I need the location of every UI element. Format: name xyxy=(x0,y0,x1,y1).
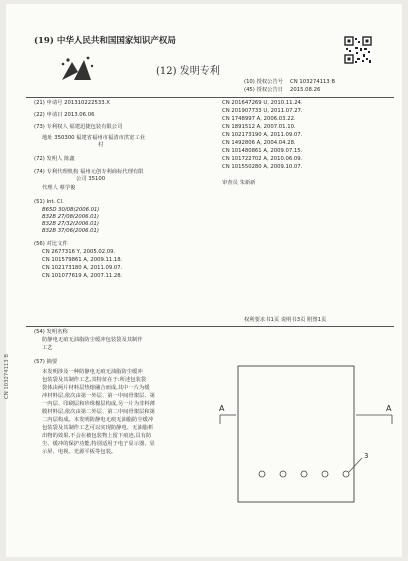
int-cl-label: (51) Int. Cl. xyxy=(34,199,64,205)
references-label: (56) 对比文件 xyxy=(34,241,68,247)
reference-item: CN 101480861 A, 2009.07.15. xyxy=(222,148,303,154)
grant-date-label: (45) 授权公告日 xyxy=(244,87,284,93)
reference-item: CN 1748997 A, 2006.03.22. xyxy=(222,116,296,122)
abstract-line: 冲材料层,依次由第一外层、第一中间骨架层、第 xyxy=(42,393,155,399)
abstract-line: 袋体由两片材料层热熔融合而成,其中一片为缓 xyxy=(42,385,150,391)
title-label: (54) 发明名称 xyxy=(34,329,68,335)
application-date: (22) 申请日 2013.06.06 xyxy=(34,112,95,118)
patentee: (73) 专利权人 福建迅捷包装有限公司 xyxy=(34,124,123,130)
abstract-line: 二内层构成。本发明防静电无痕无油脂防尘缓冲 xyxy=(42,417,154,423)
grant-number: CN 103274113 B xyxy=(290,79,335,85)
agency-line-1: (74) 专利代理机构 福州元创专利商标代理有限 xyxy=(34,169,144,175)
reference-item: CN 1492806 A, 2004.04.28. xyxy=(222,140,296,146)
reference-item: CN 201907733 U, 2011.07.27. xyxy=(222,108,303,114)
inventor: (72) 发明人 陈鑫 xyxy=(34,156,75,162)
header-rule xyxy=(26,97,394,98)
abstract-label: (57) 摘要 xyxy=(34,359,58,365)
abstract-figure xyxy=(216,360,396,510)
abstract-line: 包装袋及其制作工艺可以实现防静电、无油脂析 xyxy=(42,425,154,431)
ipc-class: B65D 30/08(2006.01) xyxy=(42,207,100,213)
qr-code xyxy=(344,36,372,64)
callout-number: 3 xyxy=(364,452,369,460)
reference-item: CN 102173180 A, 2011.09.07. xyxy=(42,265,123,271)
ipc-class: B32B 27/32(2006.01) xyxy=(42,221,99,227)
reference-item: CN 101722702 A, 2010.06.09. xyxy=(222,156,303,162)
section-label-left: A xyxy=(219,404,225,413)
abstract-line: 膜材料层,依次由第二外层、第二中间骨架层和第 xyxy=(42,409,155,415)
invention-title-cont: 工艺 xyxy=(42,345,53,351)
examiner: 审查员 朱新新 xyxy=(222,180,256,186)
abstract-line: 出物的效果,不会在被包装物上留下痕迹,具有防 xyxy=(42,433,152,439)
abstract-line: 一内层、印刷层和珍珠棉层构成,另一片为非料薄 xyxy=(42,401,155,407)
ipc-class: B32B 27/08(2006.01) xyxy=(42,214,99,220)
reference-item: CN 101550280 A, 2009.10.07. xyxy=(222,164,303,170)
reference-item: CN 201647269 U, 2010.11.24. xyxy=(222,100,303,106)
patent-page xyxy=(6,4,402,557)
reference-item: CN 102173190 A, 2011.09.07. xyxy=(222,132,303,138)
grant-date: 2015.08.26 xyxy=(290,87,321,93)
reference-item: CN 2677316 Y, 2005.02.09. xyxy=(42,249,116,255)
abstract-line: 尘、缓冲的保护功能,特别适用于电子显示器、显 xyxy=(42,441,155,447)
section-rule xyxy=(26,326,394,327)
agent: 代理人 蔡学俊 xyxy=(42,185,76,191)
abstract-body xyxy=(42,368,155,456)
abstract-line: 示屏、电视、光源平板等包装。 xyxy=(42,449,117,455)
reference-item: CN 101579861 A, 2009.11.18. xyxy=(42,257,123,263)
claims-info: 权利要求书1页 说明书3页 附图1页 xyxy=(244,317,327,323)
application-number: (21) 申请号 201310222533.X xyxy=(34,100,110,106)
side-patent-code: CN 103274113 B xyxy=(4,354,10,399)
cnipa-logo xyxy=(58,54,96,86)
grant-number-label: (10) 授权公告号 xyxy=(244,79,284,85)
document-type: (12) 发明专利 xyxy=(156,66,220,77)
reference-item: CN 101077619 A, 2007.11.28. xyxy=(42,273,123,279)
invention-title: 防静电无痕无油脂防尘缓冲包装袋及其制作 xyxy=(42,337,143,343)
abstract-line: 包装袋及其制作工艺,其特征在于:所述包装袋 xyxy=(42,377,147,383)
section-label-right: A xyxy=(386,404,392,413)
office-name: (19) 中华人民共和国国家知识产权局 xyxy=(34,36,176,46)
ipc-class: B32B 37/06(2006.01) xyxy=(42,228,99,234)
agency-line-2: 公司 35100 xyxy=(76,176,106,182)
address-line-1: 地址 350300 福建省福州市福清市洪宽工业 xyxy=(42,135,146,141)
abstract-line: 本发明涉及一种防静电无痕无油脂防尘缓冲 xyxy=(42,369,143,375)
reference-item: CN 1891512 A, 2007.01.10. xyxy=(222,124,296,130)
address-line-2: 村 xyxy=(98,142,104,148)
